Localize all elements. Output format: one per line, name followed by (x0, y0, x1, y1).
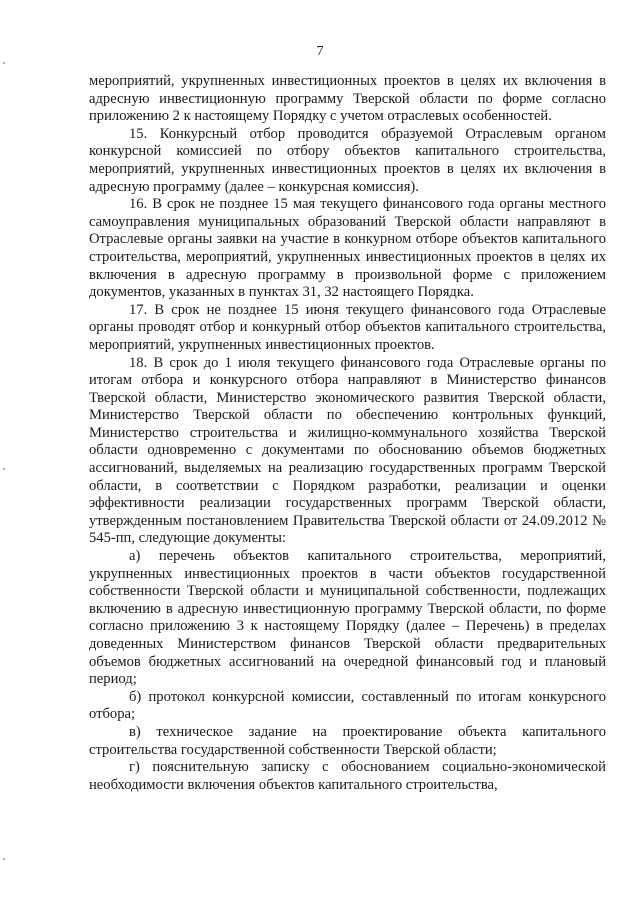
subitem-b: б) протокол конкурсной комиссии, составленный по итогам конкурсного отбора; (89, 688, 606, 723)
scan-edge-mark (3, 858, 5, 860)
subitem-g: г) пояснительную записку с обоснованием социально-экономической необходимости включения объектов капитального строительства, (89, 759, 606, 793)
paragraph-continuation: мероприятий, укрупненных инвестиционных проектов в целях их включения в адресную инвестиционную программу Тверской области по форме согласно приложению 2 к настоящему Порядку с учетом отраслевых особенностей. (89, 73, 606, 125)
paragraph-15: 15. Конкурсный отбор проводится образуемой Отраслевым органом конкурсной комиссией по отбору объектов капитального строительства, мероприятий, укрупненных инвестиционных проектов в целях их включения в адресную программу (далее – конкурсная комиссия). (89, 125, 606, 195)
page-number: 7 (316, 44, 324, 59)
scan-edge-mark (3, 62, 5, 64)
paragraph-17: 17. В срок не позднее 15 июня текущего финансового года Отраслевые органы проводят отбор и конкурный отбор объектов капитального строительства, мероприятий, укрупненных инвестиционных проектов. (89, 301, 606, 353)
document-body (89, 73, 606, 794)
scan-edge-mark (3, 468, 5, 470)
subitem-v: в) техническое задание на проектирование объекта капитального строительства государственной собственности Тверской области; (89, 723, 606, 758)
paragraph-16: 16. В срок не позднее 15 мая текущего финансового года органы местного самоуправления муниципальных образований Тверской области направляют в Отраслевые органы заявки на участие в конкурном отборе объектов капитального строительства, мероприятий, укрупненных инвестиционных проектов в целях их включения в адресную программу в произвольной форме с приложением документов, указанных в пунктах 31, 32 настоящего Порядка. (89, 196, 606, 301)
subitem-a: а) перечень объектов капитального строительства, мероприятий, укрупненных инвестиционных проектов в части объектов государственной собственности Тверской области и муниципальной собственности, подлежащих включению в адресную инвестиционную программу Тверской области, по форме согласно приложению 3 к настоящему Порядку (далее – Перечень) в пределах доведенных Министерством финансов Тверской области предварительных объемов бюджетных ассигнований на очередной финансовый год и плановый период; (89, 548, 606, 688)
paragraph-18: 18. В срок до 1 июля текущего финансового года Отраслевые органы по итогам отбора и конкурсного отбора направляют в Министерство финансов Тверской области, Министерство экономического развития Тверской области, Министерство Тверской области по обеспечению контрольных функций, Министерство строительства и жилищно-коммунального хозяйства Тверской области одновременно с документами по обоснованию объемов бюджетных ассигнований, выделяемых на реализацию государственных программ Тверской области, в соответствии с Порядком разработки, реализации и оценки эффективности реализации государственных программ Тверской области, утвержденным постановлением Правительства Тверской области от 24.09.2012 № 545-пп, следующие документы: (89, 354, 606, 547)
